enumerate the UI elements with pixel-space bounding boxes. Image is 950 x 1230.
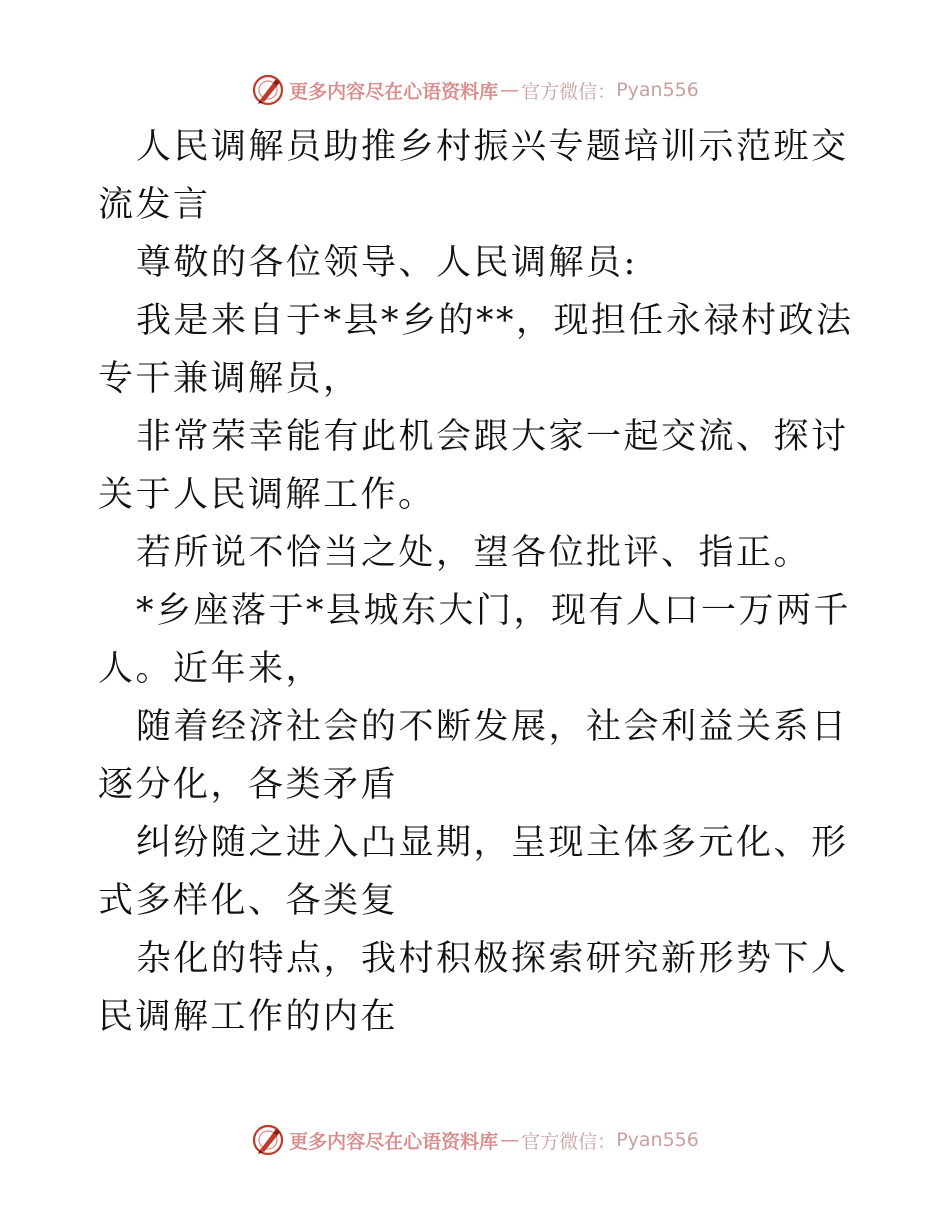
watermark-wechat-id: Pyan556 bbox=[616, 1129, 699, 1151]
pen-logo-icon bbox=[251, 1123, 285, 1157]
watermark-text: 更多内容尽在心语资料库 bbox=[289, 1130, 499, 1153]
paragraph: 若所说不恰当之处，望各位批评、指正。 bbox=[136, 533, 812, 573]
paragraph: *乡座落于*县城东大门，现有人口一万两千人。近年来， bbox=[98, 591, 852, 689]
watermark-wechat-label: 官方微信： bbox=[521, 80, 617, 103]
header-watermark-banner bbox=[0, 70, 950, 110]
paragraph: 纠纷随之进入凸显期，呈现主体多元化、形式多样化、各类复 bbox=[98, 823, 849, 921]
watermark-separator: — bbox=[500, 1129, 520, 1151]
watermark-wechat-id: Pyan556 bbox=[616, 79, 699, 101]
salutation: 尊敬的各位领导、人民调解员: bbox=[136, 243, 638, 283]
paragraph: 随着经济社会的不断发展，社会利益关系日逐分化，各类矛盾 bbox=[98, 707, 849, 805]
document-body bbox=[98, 118, 858, 1046]
document-title: 人民调解员助推乡村振兴专题培训示范班交流发言 bbox=[98, 127, 849, 225]
paragraph: 非常荣幸能有此机会跟大家一起交流、探讨关于人民调解工作。 bbox=[98, 417, 849, 515]
footer-watermark-banner bbox=[0, 1120, 950, 1160]
watermark-wechat-label: 官方微信： bbox=[521, 1130, 617, 1153]
watermark-separator: — bbox=[500, 79, 520, 101]
paragraph: 杂化的特点，我村积极探索研究新形势下人民调解工作的内在 bbox=[98, 939, 849, 1037]
paragraph: 我是来自于*县*乡的**，现担任永禄村政法专干兼调解员， bbox=[98, 301, 854, 399]
watermark-text: 更多内容尽在心语资料库 bbox=[289, 80, 499, 103]
pen-logo-icon bbox=[251, 73, 285, 107]
